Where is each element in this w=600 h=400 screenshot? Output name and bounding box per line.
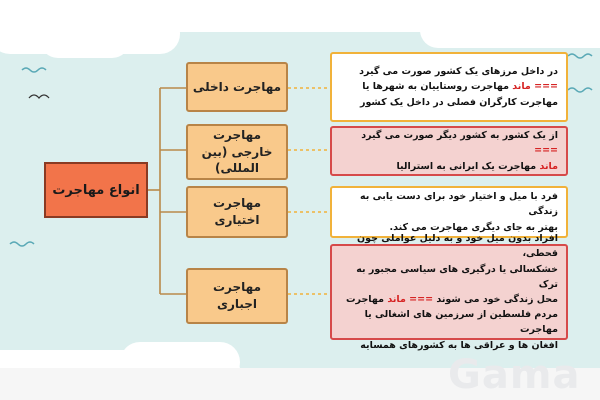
category-node-internal xyxy=(186,62,288,112)
description-line: بهتر به جای دیگری مهاجرت می کند. xyxy=(389,221,558,233)
description-line: ماند مهاجرت یک ایرانی به استرالیا xyxy=(396,160,558,172)
example-keyword: ماند xyxy=(387,294,406,305)
description-line: در داخل مرزهای یک کشور صورت می گیرد xyxy=(359,66,558,78)
description-box-internal xyxy=(330,52,568,122)
example-keyword: ماند xyxy=(539,160,558,172)
arrow-marker: === xyxy=(534,145,558,157)
category-node-voluntary xyxy=(186,186,288,238)
description-line: === ماند مهاجرت روستاییان به شهرها یا xyxy=(362,81,558,93)
category-node-forced xyxy=(186,268,288,324)
category-label: مهاجرت اجباری xyxy=(212,280,262,311)
category-label: مهاجرت داخلی xyxy=(192,79,282,94)
root-node xyxy=(44,162,148,218)
category-label: مهاجرت اختیاری xyxy=(212,196,262,227)
description-line: از یک کشور به کشور دیگر صورت می گیرد === xyxy=(361,130,558,157)
category-node-external xyxy=(186,124,288,180)
description-box-forced xyxy=(330,233,568,351)
description-box-voluntary xyxy=(330,186,568,238)
description-box-external xyxy=(330,126,568,176)
description-line: افغان ها و عراقی ها به کشورهای همسایه xyxy=(360,339,558,351)
description-line: محل زندگی خود می شوند === ماند مهاجرت xyxy=(346,294,558,305)
watermark-logo: Gama xyxy=(448,352,581,398)
example-keyword: ماند xyxy=(512,81,531,93)
arrow-marker: === xyxy=(534,81,558,93)
description-line: افراد بدون میل خود و به دلیل عواملی چون قحطی، xyxy=(357,233,558,260)
category-label: مهاجرت خارجی (بین المللی) xyxy=(201,127,273,176)
arrow-marker: === xyxy=(409,294,434,305)
root-label: انواع مهاجرت xyxy=(52,182,140,198)
description-line: مهاجرت کارگران فصلی در داخل یک کشور xyxy=(359,96,558,108)
description-line: خشکسالی یا درگیری های سیاسی مجبور به ترک xyxy=(356,263,558,290)
description-line: مردم فلسطین از سرزمین های اشغالی یا مهاجرت xyxy=(364,309,558,336)
description-line: فرد با میل و اختیار خود برای دست یابی به زندگی xyxy=(360,191,558,218)
